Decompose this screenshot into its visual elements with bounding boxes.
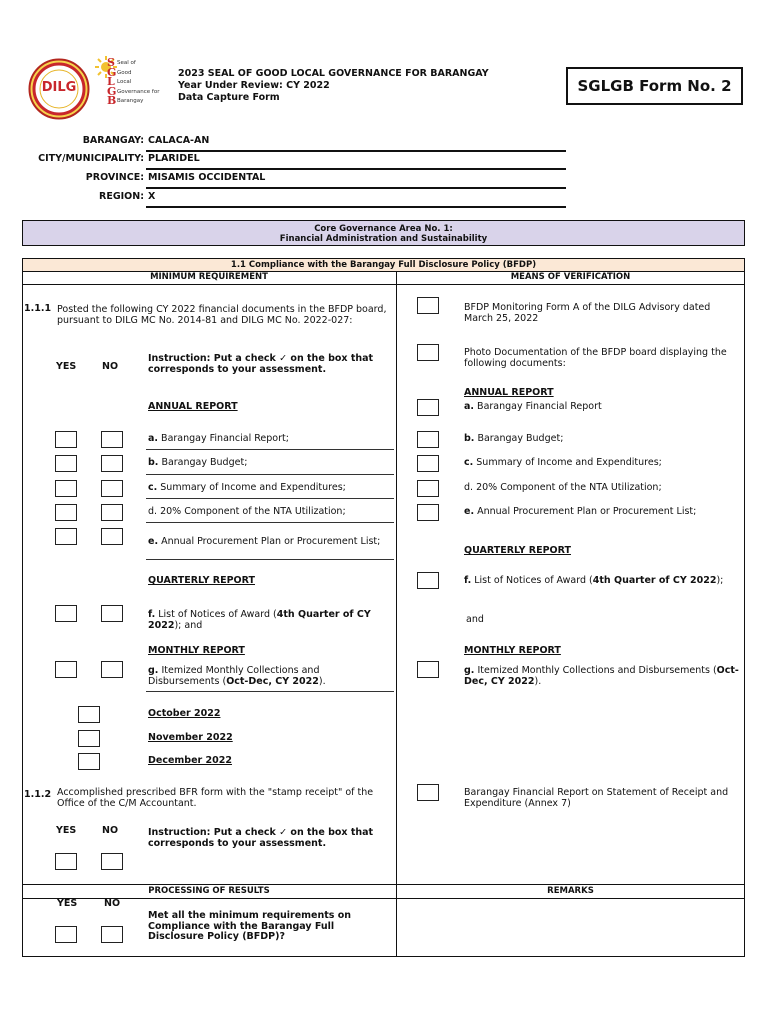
sglgb-logo-line: Local <box>117 79 132 85</box>
item-d-no-checkbox[interactable] <box>101 504 123 521</box>
mov-112-checkbox[interactable] <box>417 784 439 801</box>
item-f-no-checkbox[interactable] <box>101 605 123 622</box>
mov-item-f-checkbox[interactable] <box>417 572 439 589</box>
item-c-text: c. Summary of Income and Expenditures; <box>148 482 346 493</box>
item-a-text: a. Barangay Financial Report; <box>148 433 289 444</box>
month-november: November 2022 <box>148 732 233 743</box>
core-area-banner <box>22 220 745 246</box>
req-number-111: 1.1.1 <box>24 303 52 314</box>
form-number-box <box>566 67 743 105</box>
item-g-no-checkbox[interactable] <box>101 661 123 678</box>
mov-monthly-report-heading: MONTHLY REPORT <box>464 645 561 656</box>
mov-form-a-text: BFDP Monitoring Form A of the DILG Advisory dated March 25, 2022 <box>464 302 711 324</box>
results-no-checkbox[interactable] <box>101 926 123 943</box>
mov-item-b-checkbox[interactable] <box>417 431 439 448</box>
mov-item-e-checkbox[interactable] <box>417 504 439 521</box>
req-number-112: 1.1.2 <box>24 789 52 800</box>
mov-item-e-text: e. Annual Procurement Plan or Procurement List; <box>464 506 697 517</box>
no-label: NO <box>102 361 119 372</box>
item-c-no-checkbox[interactable] <box>101 480 123 497</box>
month-october: October 2022 <box>148 708 221 719</box>
item-d-text: d. 20% Component of the NTA Utilization; <box>148 506 346 517</box>
req-112-no-checkbox[interactable] <box>101 853 123 870</box>
mov-photo-checkbox[interactable] <box>417 344 439 361</box>
december-checkbox[interactable] <box>78 753 100 770</box>
mov-item-a-text: a. Barangay Financial Report <box>464 401 602 412</box>
province-value: MISAMIS OCCIDENTAL <box>148 172 266 183</box>
mov-item-d-text: d. 20% Component of the NTA Utilization; <box>464 482 662 493</box>
item-e-no-checkbox[interactable] <box>101 528 123 545</box>
core-area-title: Financial Administration and Sustainability <box>279 234 488 244</box>
mov-item-b-text: b. Barangay Budget; <box>464 433 564 444</box>
item-g-text: g. Itemized Monthly Collections and Disbursements (Oct-Dec, CY 2022). <box>148 665 326 687</box>
quarterly-report-heading: QUARTERLY REPORT <box>148 575 255 586</box>
yes-label: YES <box>56 825 77 836</box>
instruction-text: Instruction: Put a check ✓ on the box that corresponds to your assessment. <box>148 827 374 849</box>
min-requirement-heading: MINIMUM REQUIREMENT <box>150 272 268 282</box>
mov-item-g-text: g. Itemized Monthly Collections and Disbursements (Oct-Dec, CY 2022). <box>464 665 739 687</box>
item-d-yes-checkbox[interactable] <box>55 504 77 521</box>
mov-item-c-checkbox[interactable] <box>417 455 439 472</box>
and-text: and <box>466 614 484 625</box>
processing-heading: PROCESSING OF RESULTS <box>148 886 270 896</box>
dilg-logo-text: DILG <box>41 80 77 95</box>
november-checkbox[interactable] <box>78 730 100 747</box>
form-number: SGLGB Form No. 2 <box>577 77 732 95</box>
mov-item-g-checkbox[interactable] <box>417 661 439 678</box>
sglgb-logo: S G L G B Seal of Good Local Governance for Barangay <box>95 56 165 108</box>
mov-112-text: Barangay Financial Report on Statement of Receipt and Expenditure (Annex 7) <box>464 787 729 809</box>
item-g-yes-checkbox[interactable] <box>55 661 77 678</box>
results-yes-checkbox[interactable] <box>55 926 77 943</box>
item-b-text: b. Barangay Budget; <box>148 457 248 468</box>
mov-quarterly-report-heading: QUARTERLY REPORT <box>464 545 571 556</box>
item-b-no-checkbox[interactable] <box>101 455 123 472</box>
remarks-heading: REMARKS <box>547 886 594 896</box>
mov-photo-text: Photo Documentation of the BFDP board displaying the following documents: <box>464 347 727 369</box>
monthly-report-heading: MONTHLY REPORT <box>148 645 245 656</box>
yes-label: YES <box>56 361 77 372</box>
remarks-field[interactable] <box>398 900 743 955</box>
annual-report-heading: ANNUAL REPORT <box>148 401 238 412</box>
mov-item-c-text: c. Summary of Income and Expenditures; <box>464 457 662 468</box>
form-subtitle: Data Capture Form <box>178 92 280 103</box>
form-title: 2023 SEAL OF GOOD LOCAL GOVERNANCE FOR BARANGAY <box>178 68 489 79</box>
barangay-label: BARANGAY: <box>82 135 144 146</box>
city-label: CITY/MUNICIPALITY: <box>38 153 144 164</box>
mov-item-f-text: f. List of Notices of Award (4th Quarter of CY 2022); <box>464 575 724 586</box>
instruction-text: Instruction: Put a check ✓ on the box that corresponds to your assessment. <box>148 353 374 375</box>
no-label: NO <box>102 825 119 836</box>
req-text-112: Accomplished prescribed BFR form with the "stamp receipt" of the Office of the C/M Accountant. <box>57 787 374 809</box>
october-checkbox[interactable] <box>78 706 100 723</box>
region-label: REGION: <box>99 191 144 202</box>
year-under-review: Year Under Review: CY 2022 <box>178 80 330 91</box>
mov-annual-report-heading: ANNUAL REPORT <box>464 387 554 398</box>
req-112-yes-checkbox[interactable] <box>55 853 77 870</box>
sglgb-logo-line: Seal of <box>117 60 136 66</box>
region-value: X <box>148 191 156 202</box>
item-b-yes-checkbox[interactable] <box>55 455 77 472</box>
item-a-yes-checkbox[interactable] <box>55 431 77 448</box>
mov-item-d-checkbox[interactable] <box>417 480 439 497</box>
mov-heading: MEANS OF VERIFICATION <box>510 272 631 282</box>
sglgb-logo-line: Barangay <box>117 98 144 104</box>
sglgb-logo-line: Governance for <box>117 88 160 95</box>
req-text-111: Posted the following CY 2022 financial documents in the BFDP board, pursuant to DILG MC No. 2014-81 and DILG MC No. 2022-027: <box>57 304 387 326</box>
barangay-value: CALACA-AN <box>148 135 210 146</box>
month-december: December 2022 <box>148 755 232 766</box>
item-f-text: f. List of Notices of Award (4th Quarter of CY 2022); and <box>148 609 371 631</box>
indicator-title-row <box>23 259 744 272</box>
mov-item-a-checkbox[interactable] <box>417 399 439 416</box>
city-value: PLARIDEL <box>148 153 200 164</box>
item-e-yes-checkbox[interactable] <box>55 528 77 545</box>
indicator-title: 1.1 Compliance with the Barangay Full Disclosure Policy (BFDP) <box>230 260 537 270</box>
sglgb-logo-line: Good <box>117 69 132 76</box>
mov-form-a-checkbox[interactable] <box>417 297 439 314</box>
province-label: PROVINCE: <box>85 172 144 183</box>
core-area-number: Core Governance Area No. 1: <box>314 224 453 234</box>
item-a-no-checkbox[interactable] <box>101 431 123 448</box>
item-e-text: e. Annual Procurement Plan or Procurement List; <box>148 536 381 547</box>
dilg-logo <box>28 58 90 120</box>
item-f-yes-checkbox[interactable] <box>55 605 77 622</box>
item-c-yes-checkbox[interactable] <box>55 480 77 497</box>
no-label: NO <box>104 898 121 909</box>
results-question: Met all the minimum requirements on Compliance with the Barangay Full Disclosure Policy (BFDP)? <box>148 910 352 942</box>
yes-label: YES <box>57 898 78 909</box>
